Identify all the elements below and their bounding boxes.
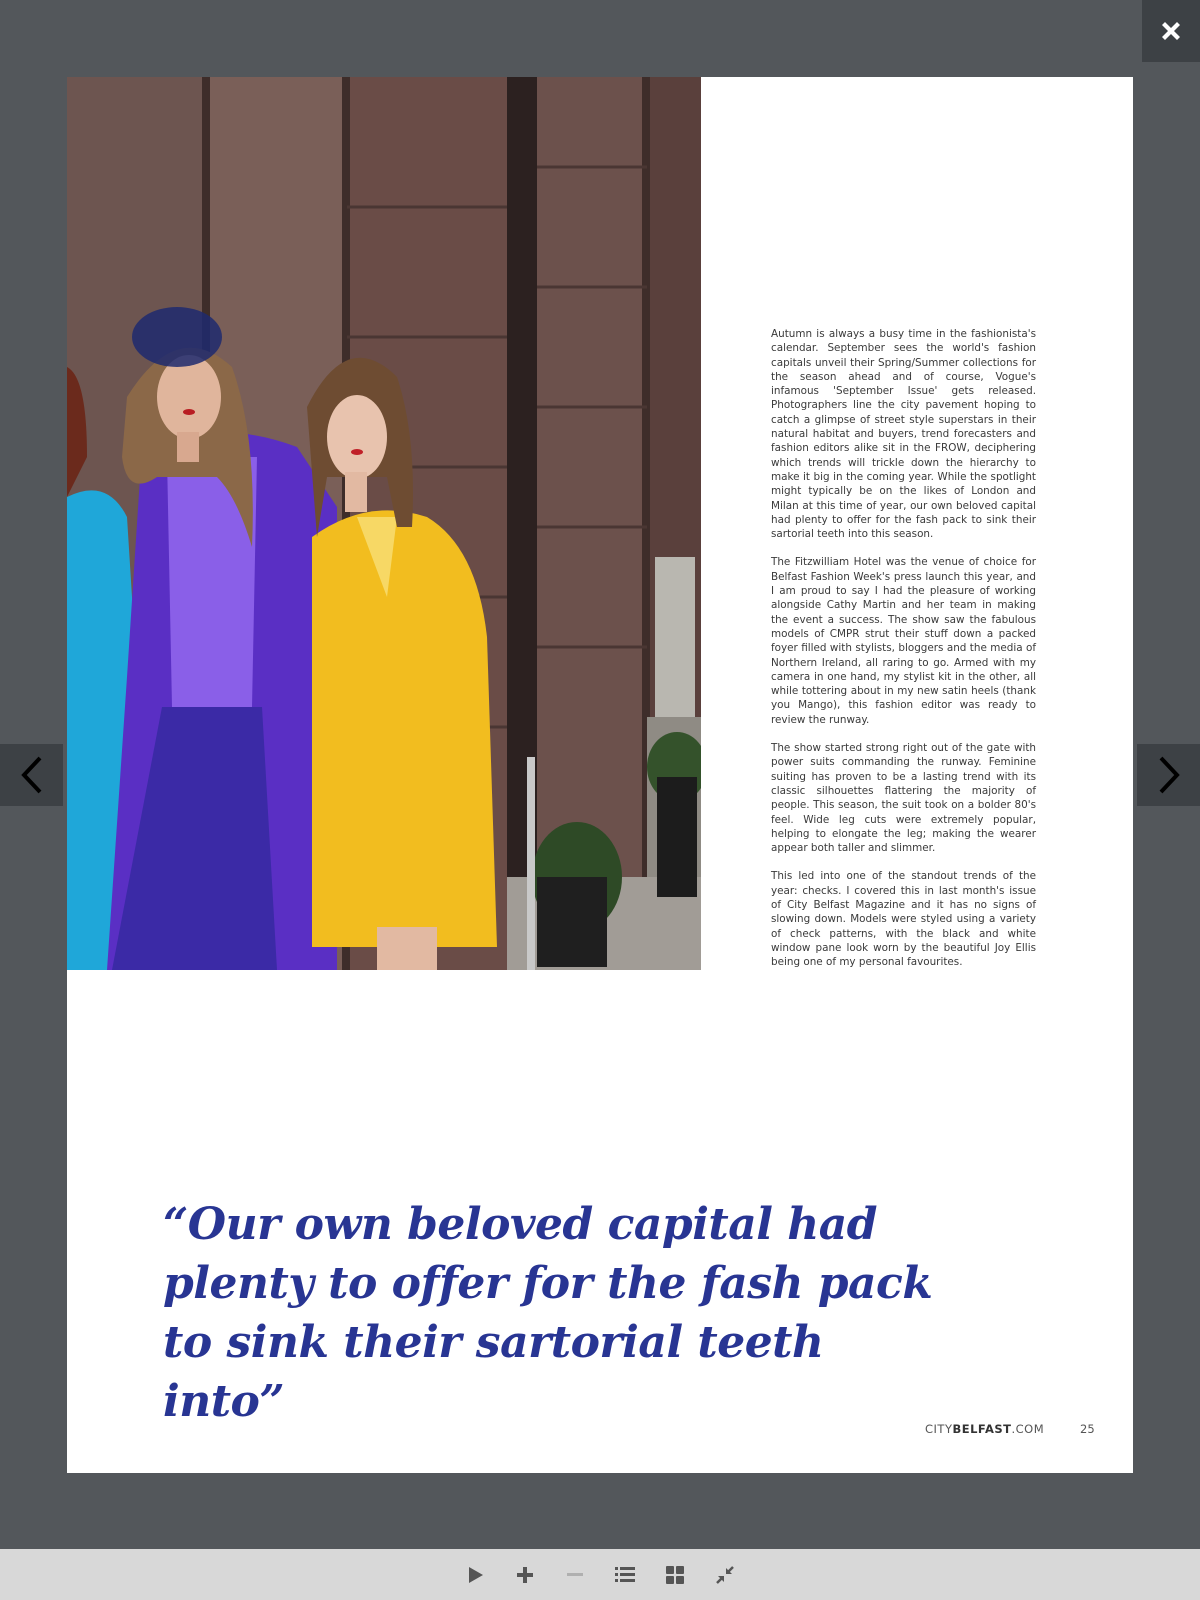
article-paragraph: Autumn is always a busy time in the fashionista's calendar. September sees the world's fashion capitals unveil their Spring/Summer collections for the season ahead and of course, Vogue's infamous 'September Issue' gets released. Photographers line the city pavement hoping to catch a glimpse of street style superstars in their natural habitat and buyers, trend forecasters and fashion editors alike sit in the FROW, deciphering which trends will trickle down the hierarchy to make it big in the coming year. While the spotlight might typically be on the likes of London and Milan at this time of year, our own beloved capital had plenty to offer for the fash pack to sink their sartorial teeth into this season. bbox=[771, 328, 1036, 541]
thumbnails-button[interactable] bbox=[661, 1561, 689, 1589]
chevron-left-icon bbox=[20, 755, 44, 795]
pull-quote: “Our own beloved capital had plenty to offer for the fash pack to sink their sartorial teeth into” bbox=[163, 1199, 933, 1427]
close-button[interactable] bbox=[1142, 0, 1200, 62]
bottom-toolbar bbox=[0, 1549, 1200, 1600]
article-body bbox=[771, 327, 1036, 983]
previous-page-button[interactable] bbox=[0, 744, 63, 806]
zoom-in-button[interactable] bbox=[511, 1561, 539, 1589]
zoom-in-icon bbox=[516, 1566, 534, 1584]
play-icon bbox=[466, 1566, 484, 1584]
fashion-photo bbox=[67, 77, 701, 970]
page-number: 25 bbox=[1080, 1422, 1095, 1436]
play-button[interactable] bbox=[461, 1561, 489, 1589]
article-paragraph: The show started strong right out of the gate with power suits commanding the runway. Feminine suiting has proven to be a lasting trend with its classic silhouettes flattering the majority of people. This season, the suit took on a bolder 80's feel. Wide leg cuts were extremely popular, helping to elongate the leg; making the wearer appear both taller and slimmer. bbox=[771, 742, 1036, 855]
magazine-page bbox=[67, 77, 1133, 1473]
zoom-out-button[interactable] bbox=[561, 1561, 589, 1589]
next-page-button[interactable] bbox=[1137, 744, 1200, 806]
article-paragraph: The Fitzwilliam Hotel was the venue of choice for Belfast Fashion Week's press launch this year, and I am proud to say I had the pleasure of working alongside Cathy Martin and her team in making the event a success. The show saw the fabulous models of CMPR strut their stuff down a packed foyer filled with stylists, bloggers and the media of Northern Ireland, all raring to go. Armed with my camera in one hand, my stylist kit in the other, all while tottering about in my new satin heels (thank you Mango), this fashion editor was ready to review the runway. bbox=[771, 556, 1036, 726]
article-paragraph: This led into one of the standout trends of the year: checks. I covered this in last month's issue of City Belfast Magazine and it has no signs of slowing down. Models were styled using a variety of check patterns, with the black and white window pane look worn by the beautiful Joy Ellis being one of my personal favourites. bbox=[771, 870, 1036, 969]
zoom-out-icon bbox=[566, 1566, 584, 1584]
chevron-right-icon bbox=[1157, 755, 1181, 795]
exit-fullscreen-button[interactable] bbox=[711, 1561, 739, 1589]
footer-site-bold: BELFAST bbox=[952, 1422, 1012, 1436]
table-of-contents-button[interactable] bbox=[611, 1561, 639, 1589]
footer-site-suffix: .COM bbox=[1011, 1422, 1045, 1436]
close-icon bbox=[1159, 19, 1183, 43]
thumbnails-icon bbox=[666, 1566, 684, 1584]
exit-fullscreen-icon bbox=[716, 1566, 734, 1584]
footer-site-prefix: CITY bbox=[925, 1422, 953, 1436]
table-of-contents-icon bbox=[615, 1566, 635, 1584]
footer-website bbox=[925, 1422, 1044, 1436]
